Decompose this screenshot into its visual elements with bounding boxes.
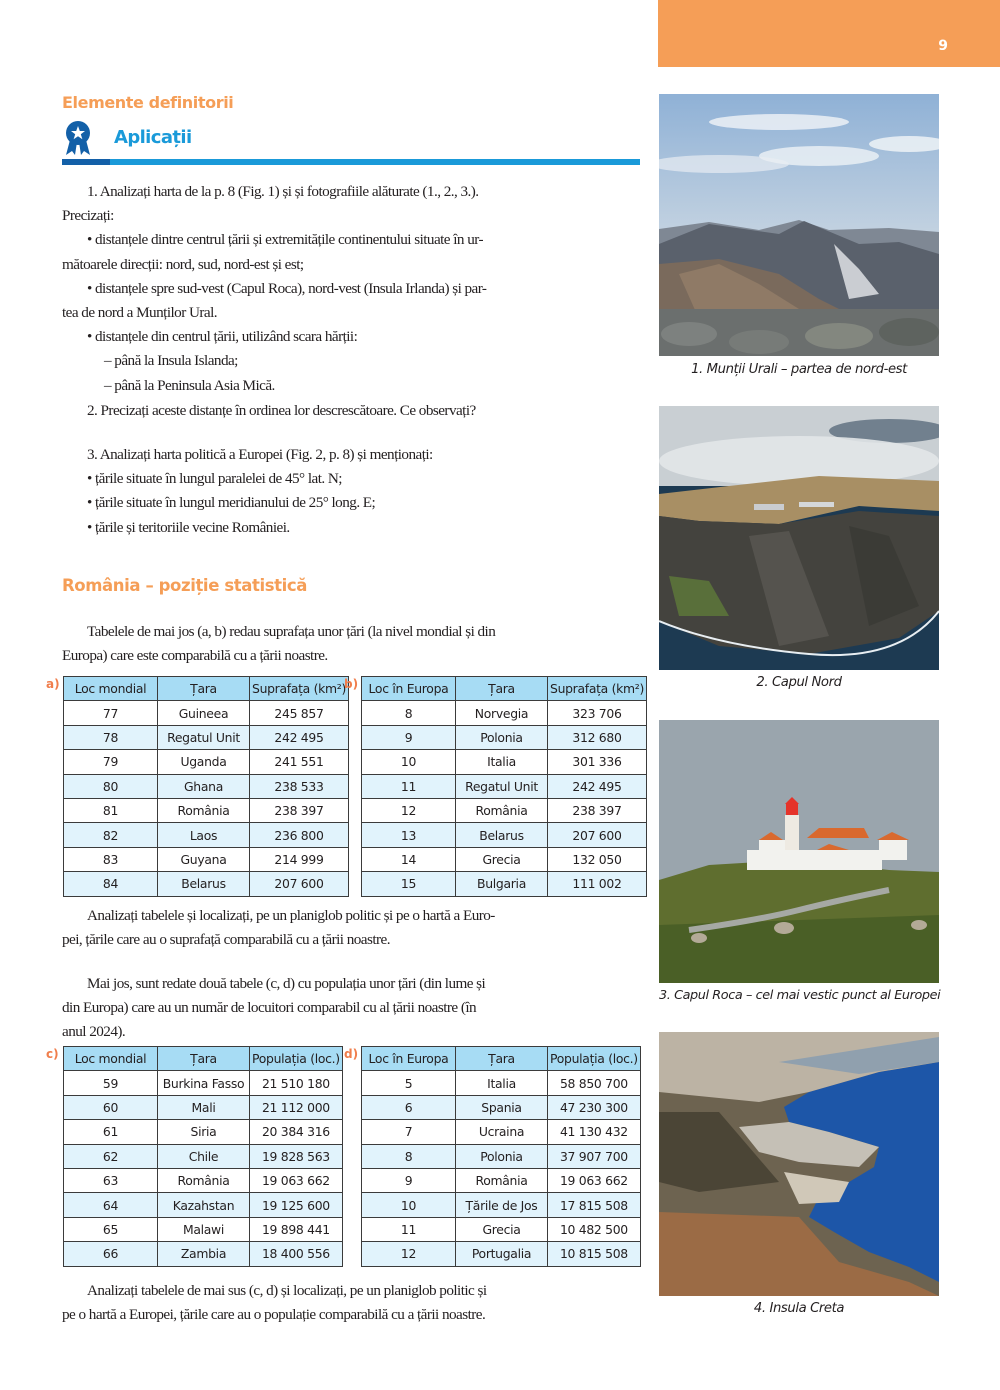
exercise-2-text: 2. Precizați aceste distanțe în ordinea lor descrescătoare. Ce observați?	[87, 402, 476, 419]
sea-cliff-photo	[659, 406, 939, 670]
section-title-romania: România – poziție statistică	[62, 576, 307, 595]
table-row	[362, 847, 647, 871]
rank-cell: 6	[362, 1095, 456, 1119]
table-row	[64, 1168, 343, 1192]
rank-cell: 11	[362, 1217, 456, 1241]
column-header: Țara	[456, 1047, 548, 1071]
value-cell: 19 898 441	[250, 1217, 343, 1241]
country-cell: Polonia	[456, 1144, 548, 1168]
column-header: Țara	[158, 1047, 250, 1071]
country-cell: Italia	[456, 750, 548, 774]
table-row	[64, 701, 349, 725]
value-cell: 323 706	[548, 701, 647, 725]
exercise-1-sub-2: – până la Peninsula Asia Mică.	[104, 376, 275, 394]
value-cell: 111 002	[548, 872, 647, 896]
lighthouse-photo	[659, 720, 939, 983]
rank-cell: 59	[64, 1071, 158, 1095]
area-analysis-line-1: Analizați tabelele și localizați, pe un planiglob politic și pe o hartă a Euro-	[87, 907, 495, 924]
country-cell: Uganda	[158, 750, 250, 774]
table-a-area-world	[63, 676, 349, 897]
country-cell: Siria	[158, 1120, 250, 1144]
country-cell: Chile	[158, 1144, 250, 1168]
table-row	[64, 1144, 343, 1168]
population-intro-line-1: Mai jos, sunt redate două tabele (c, d) cu populația unor țări (din lume și	[87, 975, 486, 992]
rank-cell: 80	[64, 774, 158, 798]
rank-cell: 62	[64, 1144, 158, 1168]
value-cell: 18 400 556	[250, 1242, 343, 1266]
photo-north-cape	[659, 406, 939, 670]
column-header: Loc mondial	[64, 1047, 158, 1071]
value-cell: 37 907 700	[548, 1144, 641, 1168]
value-cell: 21 510 180	[250, 1071, 343, 1095]
applications-title: Aplicații	[114, 127, 192, 148]
rank-cell: 12	[362, 798, 456, 822]
rank-cell: 8	[362, 1144, 456, 1168]
rank-cell: 82	[64, 823, 158, 847]
column-header: Loc în Europa	[362, 677, 456, 701]
table-b-area-europe	[361, 676, 647, 897]
country-cell: Malawi	[158, 1217, 250, 1241]
exercise-1-bullet-2b: tea de nord a Munților Ural.	[62, 304, 217, 322]
country-cell: Kazahstan	[158, 1193, 250, 1217]
table-row	[64, 1071, 343, 1095]
country-cell: Norvegia	[456, 701, 548, 725]
exercise-1	[62, 180, 642, 398]
value-cell: 238 397	[250, 798, 349, 822]
rank-cell: 14	[362, 847, 456, 871]
rank-cell: 61	[64, 1120, 158, 1144]
rank-cell: 66	[64, 1242, 158, 1266]
table-row	[64, 750, 349, 774]
value-cell: 19 125 600	[250, 1193, 343, 1217]
photo-1-caption: 1. Munții Urali – partea de nord-est	[691, 362, 907, 377]
applications-header	[62, 118, 642, 158]
rank-cell: 78	[64, 725, 158, 749]
page-number: 9	[938, 38, 948, 54]
column-header: Suprafața (km²)	[250, 677, 349, 701]
value-cell: 238 397	[548, 798, 647, 822]
table-d-label: d)	[344, 1047, 359, 1061]
mountains-photo	[659, 94, 939, 356]
country-cell: Mali	[158, 1095, 250, 1119]
value-cell: 20 384 316	[250, 1120, 343, 1144]
photo-cabo-da-roca	[659, 720, 939, 983]
exercise-3-bullet-3: • țările și teritoriile vecine României.	[87, 518, 290, 536]
table-row	[64, 1193, 343, 1217]
exercise-3-intro: 3. Analizați harta politică a Europei (Fig. 2, p. 8) și menționați:	[87, 446, 433, 463]
column-header: Populația (loc.)	[548, 1047, 641, 1071]
table-row	[362, 1120, 641, 1144]
heading-rule	[62, 159, 640, 165]
exercise-3-bullet-1: • țările situate în lungul paralelei de 45° lat. N;	[87, 470, 342, 488]
value-cell: 241 551	[250, 750, 349, 774]
rank-cell: 84	[64, 872, 158, 896]
value-cell: 312 680	[548, 725, 647, 749]
rank-cell: 11	[362, 774, 456, 798]
value-cell: 19 063 662	[548, 1168, 641, 1192]
table-row	[64, 774, 349, 798]
rank-cell: 12	[362, 1242, 456, 1266]
country-cell: Belarus	[158, 872, 250, 896]
table-header-row	[362, 1047, 641, 1071]
exercise-3-bullet-2: • țările situate în lungul meridianului de 25° long. E;	[87, 494, 376, 512]
value-cell: 214 999	[250, 847, 349, 871]
table-header-row	[64, 1047, 343, 1071]
area-analysis-paragraph	[62, 904, 642, 952]
table-row	[362, 1242, 641, 1266]
country-cell: Grecia	[456, 1217, 548, 1241]
country-cell: Guineea	[158, 701, 250, 725]
country-cell: Guyana	[158, 847, 250, 871]
coastline-photo	[659, 1032, 939, 1296]
column-header: Loc în Europa	[362, 1047, 456, 1071]
section-title-elements: Elemente definitorii	[62, 93, 234, 112]
column-header: Suprafața (km²)	[548, 677, 647, 701]
award-ribbon-icon	[62, 120, 94, 156]
exercise-1-bullet-1b: mătoarele direcții: nord, sud, nord-est și est;	[62, 255, 304, 273]
rank-cell: 10	[362, 1193, 456, 1217]
table-row	[64, 823, 349, 847]
table-a-label: a)	[46, 677, 60, 691]
column-header: Țara	[456, 677, 548, 701]
rank-cell: 83	[64, 847, 158, 871]
table-row	[362, 823, 647, 847]
country-cell: Grecia	[456, 847, 548, 871]
table-row	[362, 798, 647, 822]
value-cell: 10 482 500	[548, 1217, 641, 1241]
value-cell: 238 533	[250, 774, 349, 798]
country-cell: Ucraina	[456, 1120, 548, 1144]
table-row	[362, 1144, 641, 1168]
country-cell: Belarus	[456, 823, 548, 847]
table-row	[64, 725, 349, 749]
area-analysis-line-2: pei, țările care au o suprafață comparabilă cu a țării noastre.	[62, 931, 390, 949]
table-row	[362, 750, 647, 774]
country-cell: Italia	[456, 1071, 548, 1095]
table-row	[64, 1217, 343, 1241]
population-analysis-line-2: pe o hartă a Europei, țările care au o populație comparabilă cu a țării noastre.	[62, 1306, 486, 1324]
exercise-1-sub-1: – până la Insula Islanda;	[104, 352, 238, 370]
exercise-1-intro: 1. Analizați harta de la p. 8 (Fig. 1) și și fotografiile alăturate (1., 2., 3.).	[87, 183, 479, 200]
value-cell: 21 112 000	[250, 1095, 343, 1119]
country-cell: Bulgaria	[456, 872, 548, 896]
rank-cell: 9	[362, 725, 456, 749]
table-row	[362, 725, 647, 749]
romania-intro	[62, 620, 642, 668]
table-d-population-europe	[361, 1046, 641, 1267]
value-cell: 58 850 700	[548, 1071, 641, 1095]
table-row	[64, 1095, 343, 1119]
country-cell: Polonia	[456, 725, 548, 749]
country-cell: Regatul Unit	[456, 774, 548, 798]
exercise-1-bullet-2a: • distanțele spre sud-vest (Capul Roca), nord-vest (Insula Irlanda) și par-	[87, 279, 487, 297]
romania-intro-line-2: Europa) care este comparabilă cu a țării noastre.	[62, 647, 328, 665]
rank-cell: 15	[362, 872, 456, 896]
column-header: Țara	[158, 677, 250, 701]
rank-cell: 77	[64, 701, 158, 725]
value-cell: 245 857	[250, 701, 349, 725]
value-cell: 17 815 508	[548, 1193, 641, 1217]
photo-4-caption: 4. Insula Creta	[753, 1301, 845, 1316]
value-cell: 19 063 662	[250, 1168, 343, 1192]
population-analysis-line-1: Analizați tabelele de mai sus (c, d) și localizați, pe un planiglob politic și	[87, 1282, 487, 1299]
country-cell: Burkina Fasso	[158, 1071, 250, 1095]
exercise-2	[62, 399, 642, 423]
country-cell: România	[158, 798, 250, 822]
country-cell: Portugalia	[456, 1242, 548, 1266]
table-header-row	[64, 677, 349, 701]
table-c-population-world	[63, 1046, 343, 1267]
rank-cell: 60	[64, 1095, 158, 1119]
exercise-3	[62, 443, 642, 540]
rank-cell: 81	[64, 798, 158, 822]
rank-cell: 5	[362, 1071, 456, 1095]
value-cell: 207 600	[250, 872, 349, 896]
country-cell: Spania	[456, 1095, 548, 1119]
rank-cell: 7	[362, 1120, 456, 1144]
rank-cell: 63	[64, 1168, 158, 1192]
country-cell: România	[456, 1168, 548, 1192]
table-row	[362, 774, 647, 798]
country-cell: Țările de Jos	[456, 1193, 548, 1217]
value-cell: 41 130 432	[548, 1120, 641, 1144]
country-cell: România	[456, 798, 548, 822]
table-row	[64, 798, 349, 822]
population-intro-line-2: din Europa) care au un număr de locuitori comparabil cu al țării noastre (în	[62, 999, 477, 1017]
rank-cell: 9	[362, 1168, 456, 1192]
country-cell: Zambia	[158, 1242, 250, 1266]
population-intro-line-3: anul 2024).	[62, 1023, 126, 1041]
country-cell: Regatul Unit	[158, 725, 250, 749]
table-row	[362, 1071, 641, 1095]
photo-3-caption: 3. Capul Roca – cel mai vestic punct al Europei	[659, 988, 941, 1003]
value-cell: 236 800	[250, 823, 349, 847]
photo-crete	[659, 1032, 939, 1296]
table-row	[362, 872, 647, 896]
value-cell: 301 336	[548, 750, 647, 774]
rank-cell: 79	[64, 750, 158, 774]
rank-cell: 64	[64, 1193, 158, 1217]
table-row	[64, 1242, 343, 1266]
rank-cell: 13	[362, 823, 456, 847]
table-row	[64, 847, 349, 871]
value-cell: 132 050	[548, 847, 647, 871]
table-b-label: b)	[344, 677, 359, 691]
table-row	[64, 1120, 343, 1144]
population-intro-paragraph	[62, 972, 642, 1045]
column-header: Populația (loc.)	[250, 1047, 343, 1071]
value-cell: 47 230 300	[548, 1095, 641, 1119]
exercise-1-intro-2: Precizați:	[62, 207, 114, 225]
table-row	[362, 1217, 641, 1241]
population-analysis-paragraph	[62, 1279, 642, 1327]
value-cell: 19 828 563	[250, 1144, 343, 1168]
value-cell: 242 495	[548, 774, 647, 798]
rank-cell: 65	[64, 1217, 158, 1241]
table-row	[64, 872, 349, 896]
exercise-1-bullet-1a: • distanțele dintre centrul țării și extremitățile continentului situate în ur-	[87, 231, 483, 249]
table-row	[362, 1168, 641, 1192]
table-row	[362, 701, 647, 725]
column-header: Loc mondial	[64, 677, 158, 701]
exercise-1-bullet-3: • distanțele din centrul țării, utilizând scara hărții:	[87, 328, 358, 346]
country-cell: Laos	[158, 823, 250, 847]
page-number-tab	[658, 0, 1000, 67]
value-cell: 10 815 508	[548, 1242, 641, 1266]
table-row	[362, 1193, 641, 1217]
rank-cell: 8	[362, 701, 456, 725]
photo-2-caption: 2. Capul Nord	[756, 675, 842, 690]
country-cell: Ghana	[158, 774, 250, 798]
heading-rule-accent	[62, 159, 110, 165]
table-row	[362, 1095, 641, 1119]
country-cell: România	[158, 1168, 250, 1192]
table-header-row	[362, 677, 647, 701]
photo-ural-mountains	[659, 94, 939, 356]
romania-intro-line-1: Tabelele de mai jos (a, b) redau suprafața unor țări (la nivel mondial și din	[87, 623, 496, 640]
value-cell: 207 600	[548, 823, 647, 847]
table-c-label: c)	[46, 1047, 59, 1061]
rank-cell: 10	[362, 750, 456, 774]
value-cell: 242 495	[250, 725, 349, 749]
